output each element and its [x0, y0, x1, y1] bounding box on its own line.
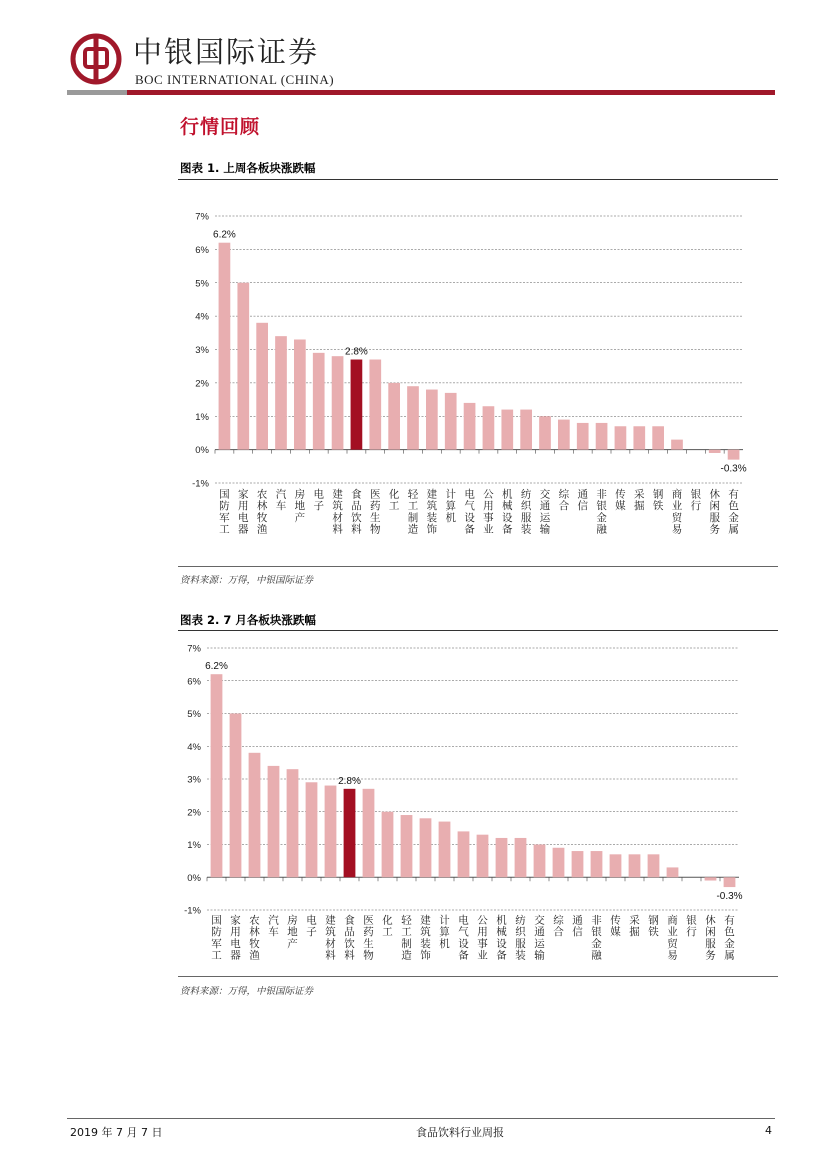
x-category-label: 食品饮料 — [344, 914, 355, 962]
y-tick-label: 5% — [187, 709, 201, 720]
footer-report-name: 食品饮料行业周报 — [416, 1126, 504, 1139]
x-category-label: 医药生物 — [370, 488, 381, 536]
bar-16 — [501, 410, 513, 450]
bar-2 — [237, 283, 249, 450]
x-category-label: 计算机 — [439, 914, 450, 950]
figure-2-bottom-rule — [178, 976, 778, 977]
bar-23 — [633, 426, 645, 449]
x-category-label: 交通运输 — [539, 488, 551, 536]
x-category-label: 轻工制造 — [401, 914, 412, 962]
bar-15 — [483, 406, 495, 449]
bar-27 — [709, 450, 721, 453]
x-category-label: 计算机 — [445, 488, 456, 524]
x-category-label: 纺织服装 — [515, 914, 526, 962]
bar-28 — [728, 450, 740, 460]
bar-11 — [407, 386, 419, 449]
x-category-label: 汽车 — [268, 914, 279, 939]
bar-24 — [648, 854, 660, 877]
y-tick-label: 6% — [195, 244, 209, 256]
brand-name-chinese: 中银国际证券 — [133, 35, 320, 69]
x-category-label: 休闲服务 — [705, 914, 716, 962]
x-category-label: 通信 — [577, 488, 588, 513]
y-tick-label: -1% — [184, 905, 201, 917]
x-category-label: 建筑装饰 — [420, 914, 431, 962]
footer-divider — [67, 1118, 775, 1119]
y-tick-label: 3% — [195, 345, 209, 356]
x-category-label: 电气设备 — [464, 488, 475, 536]
x-category-label: 纺织服装 — [520, 488, 532, 536]
bar-5 — [294, 339, 306, 449]
x-category-label: 银行 — [690, 488, 702, 513]
bar-13 — [439, 822, 451, 878]
x-category-label: 机械设备 — [496, 914, 507, 962]
y-tick-label: 7% — [195, 211, 209, 223]
header-divider-gray — [67, 90, 127, 95]
x-category-label: 农林牧渔 — [249, 914, 260, 962]
footer-page-number: 4 — [765, 1124, 772, 1137]
bar-27 — [705, 877, 717, 880]
bar-6 — [306, 782, 318, 877]
y-tick-label: 5% — [195, 278, 209, 290]
brand-name-english: BOC INTERNATIONAL (CHINA) — [135, 72, 335, 87]
x-category-label: 休闲服务 — [709, 488, 720, 536]
y-tick-label: 1% — [195, 411, 209, 423]
bar-16 — [496, 838, 508, 877]
x-category-label: 电气设备 — [458, 914, 469, 962]
x-category-label: 国防军工 — [219, 488, 230, 536]
y-tick-label: 1% — [187, 840, 201, 851]
bar-7 — [332, 356, 344, 449]
bar-22 — [610, 854, 622, 877]
figure-1-source: 资料来源：万得，中银国际证券 — [180, 575, 314, 586]
x-category-label: 传媒 — [610, 914, 621, 939]
x-category-label: 电子 — [306, 914, 317, 939]
bar-25 — [671, 440, 683, 450]
bar-14 — [464, 403, 476, 450]
bar-8 — [344, 789, 356, 877]
data-label: 2.8% — [338, 775, 361, 787]
x-category-label: 医药生物 — [363, 914, 374, 962]
bar-14 — [458, 831, 470, 877]
bar-3 — [256, 323, 268, 450]
data-label: 2.8% — [345, 346, 368, 358]
bar-22 — [615, 426, 627, 449]
bar-10 — [388, 383, 400, 450]
x-category-label: 建筑装饰 — [426, 488, 438, 536]
x-category-label: 采掘 — [634, 488, 645, 513]
x-category-label: 银行 — [686, 914, 697, 939]
figure-1-bottom-rule — [178, 566, 778, 567]
bar-1 — [211, 674, 223, 877]
boc-logo — [70, 33, 122, 85]
y-tick-label: 2% — [187, 807, 201, 819]
bar-13 — [445, 393, 457, 450]
bar-18 — [534, 845, 546, 878]
bar-19 — [553, 848, 565, 877]
y-tick-label: 4% — [187, 741, 201, 753]
x-category-label: 国防军工 — [211, 914, 222, 962]
footer-date: 2019 年 7 月 7 日 — [70, 1126, 163, 1139]
x-category-label: 非银金融 — [596, 488, 607, 536]
bar-7 — [325, 786, 337, 878]
y-tick-label: 4% — [195, 311, 209, 323]
x-category-label: 房地产 — [287, 914, 298, 950]
figure-2-title: 图表 2. 7 月各板块涨跌幅 — [180, 613, 316, 627]
bar-25 — [667, 867, 679, 877]
x-category-label: 商业贸易 — [667, 914, 678, 962]
bar-28 — [724, 877, 736, 887]
y-tick-label: 2% — [195, 378, 209, 390]
x-category-label: 建筑材料 — [325, 914, 336, 962]
x-category-label: 商业贸易 — [671, 488, 683, 536]
bar-20 — [572, 851, 584, 877]
bar-4 — [268, 766, 280, 877]
x-category-label: 钢铁 — [652, 488, 664, 513]
x-category-label: 非银金融 — [591, 914, 602, 962]
y-tick-label: 0% — [187, 872, 201, 884]
x-category-label: 家用电器 — [230, 914, 241, 962]
bar-24 — [652, 426, 664, 449]
bar-17 — [520, 410, 532, 450]
figure-2-top-rule — [178, 630, 778, 631]
header-divider — [67, 90, 775, 95]
x-category-label: 交通运输 — [534, 914, 545, 962]
bar-17 — [515, 838, 527, 877]
data-label: -0.3% — [720, 463, 747, 475]
x-category-label: 通信 — [572, 914, 583, 939]
bar-9 — [363, 789, 375, 877]
data-label: -0.3% — [716, 891, 743, 903]
x-category-label: 轻工制造 — [407, 488, 419, 536]
figure-1-title: 图表 1. 上周各板块涨跌幅 — [180, 161, 316, 175]
figure-1-top-rule — [178, 179, 778, 180]
x-category-label: 公用事业 — [477, 914, 488, 962]
bar-9 — [369, 360, 381, 450]
x-category-label: 食品饮料 — [351, 488, 362, 536]
bar-10 — [382, 812, 394, 878]
bar-19 — [558, 420, 570, 450]
bar-6 — [313, 353, 325, 450]
x-category-label: 有色金属 — [724, 914, 735, 962]
y-tick-label: -1% — [192, 478, 209, 490]
y-tick-label: 6% — [187, 676, 201, 688]
x-category-label: 公用事业 — [483, 488, 494, 536]
bar-4 — [275, 336, 287, 449]
x-category-label: 农林牧渔 — [256, 488, 268, 536]
bar-5 — [287, 769, 299, 877]
bar-1 — [219, 243, 231, 450]
y-tick-label: 3% — [187, 774, 201, 786]
x-category-label: 采掘 — [629, 914, 640, 939]
bar-2 — [230, 714, 242, 878]
data-label: 6.2% — [213, 229, 236, 241]
bar-12 — [426, 390, 438, 450]
figure-2-source: 资料来源：万得，中银国际证券 — [180, 986, 314, 997]
x-category-label: 钢铁 — [648, 914, 659, 939]
bar-18 — [539, 416, 551, 449]
bar-11 — [401, 815, 413, 877]
y-tick-label: 7% — [187, 643, 201, 655]
bar-23 — [629, 854, 641, 877]
bar-12 — [420, 818, 432, 877]
x-category-label: 电子 — [313, 488, 324, 513]
x-category-label: 有色金属 — [728, 488, 739, 536]
bar-15 — [477, 835, 489, 878]
x-category-label: 传媒 — [615, 488, 626, 513]
x-category-label: 房地产 — [294, 488, 306, 524]
bar-8 — [351, 360, 363, 450]
x-category-label: 建筑材料 — [332, 488, 343, 536]
bar-21 — [596, 423, 608, 450]
x-category-label: 家用电器 — [238, 488, 249, 536]
x-category-label: 机械设备 — [502, 488, 513, 536]
x-category-label: 汽车 — [275, 488, 287, 513]
figure-2-chart — [178, 632, 778, 975]
section-title: 行情回顾 — [180, 116, 261, 138]
x-category-label: 综合 — [553, 914, 564, 939]
x-category-label: 化工 — [382, 914, 393, 939]
y-tick-label: 0% — [195, 445, 209, 457]
bar-3 — [249, 753, 261, 877]
x-category-label: 化工 — [388, 488, 400, 513]
bar-20 — [577, 423, 589, 450]
figure-1-chart — [178, 182, 778, 564]
bar-21 — [591, 851, 603, 877]
data-label: 6.2% — [205, 661, 228, 673]
x-category-label: 综合 — [558, 488, 570, 513]
